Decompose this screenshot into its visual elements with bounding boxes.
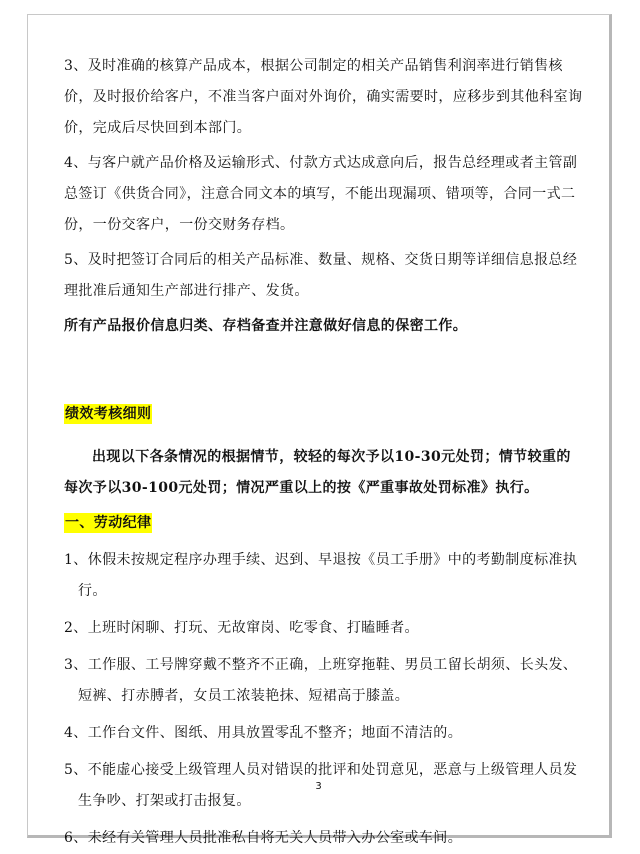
paragraph-3: 3、及时准确的核算产品成本，根据公司制定的相关产品销售利润率进行销售核价，及时报价给客户，不准当客户面对外询价，确实需要时，应移步到其他科室询价，完成后尽快回到本部门。 (64, 58, 583, 136)
rule-item: 3、工作服、工号牌穿戴不整齐不正确，上班穿拖鞋、男员工留长胡须、长头发、短裤、打赤膊者，女员工浓装艳抹、短裙高于膝盖。 (64, 657, 578, 704)
document-page (27, 14, 612, 846)
paragraph-5: 5、及时把签订合同后的相关产品标准、数量、规格、交货日期等详细信息报总经理批准后通知生产部进行排产、发货。 (64, 252, 578, 299)
rule-item: 6、未经有关管理人员批准私自将无关人员带入办公室或车间。 (64, 830, 463, 846)
subheading-labor-discipline: 一、劳动纪律 (65, 515, 152, 531)
rule-item: 4、工作台文件、图纸、用具放置零乱不整齐；地面不清洁的。 (64, 725, 463, 741)
subheading-row (64, 508, 584, 539)
page-content (64, 51, 584, 854)
section-heading: 绩效考核细则 (65, 406, 152, 422)
summary-paragraph: 所有产品报价信息归类、存档备查并注意做好信息的保密工作。 (64, 318, 468, 334)
section-heading-row (64, 399, 584, 430)
paragraph-4: 4、与客户就产品价格及运输形式、付款方式达成意向后，报告总经理或者主管副总签订《供货合同》，注意合同文本的填写，不能出现漏项、错项等，合同一式二份，一份交客户，一份交财务存档。 (64, 155, 578, 233)
rule-item: 2、上班时闲聊、打玩、无故窜岗、吃零食、打瞌睡者。 (64, 620, 419, 636)
rule-item: 1、休假未按规定程序办理手续、迟到、早退按《员工手册》中的考勤制度标准执行。 (64, 552, 578, 599)
page-number: 3 (315, 781, 322, 792)
rule-item: 5、不能虚心接受上级管理人员对错误的批评和处罚意见，恶意与上级管理人员发生争吵、打架或打击报复。 (64, 762, 578, 809)
section-intro: 出现以下各条情况的根据情节，较轻的每次予以10-30元处罚；情节较重的每次予以30-100元处罚；情况严重以上的按《严重事故处罚标准》执行。 (64, 449, 571, 496)
